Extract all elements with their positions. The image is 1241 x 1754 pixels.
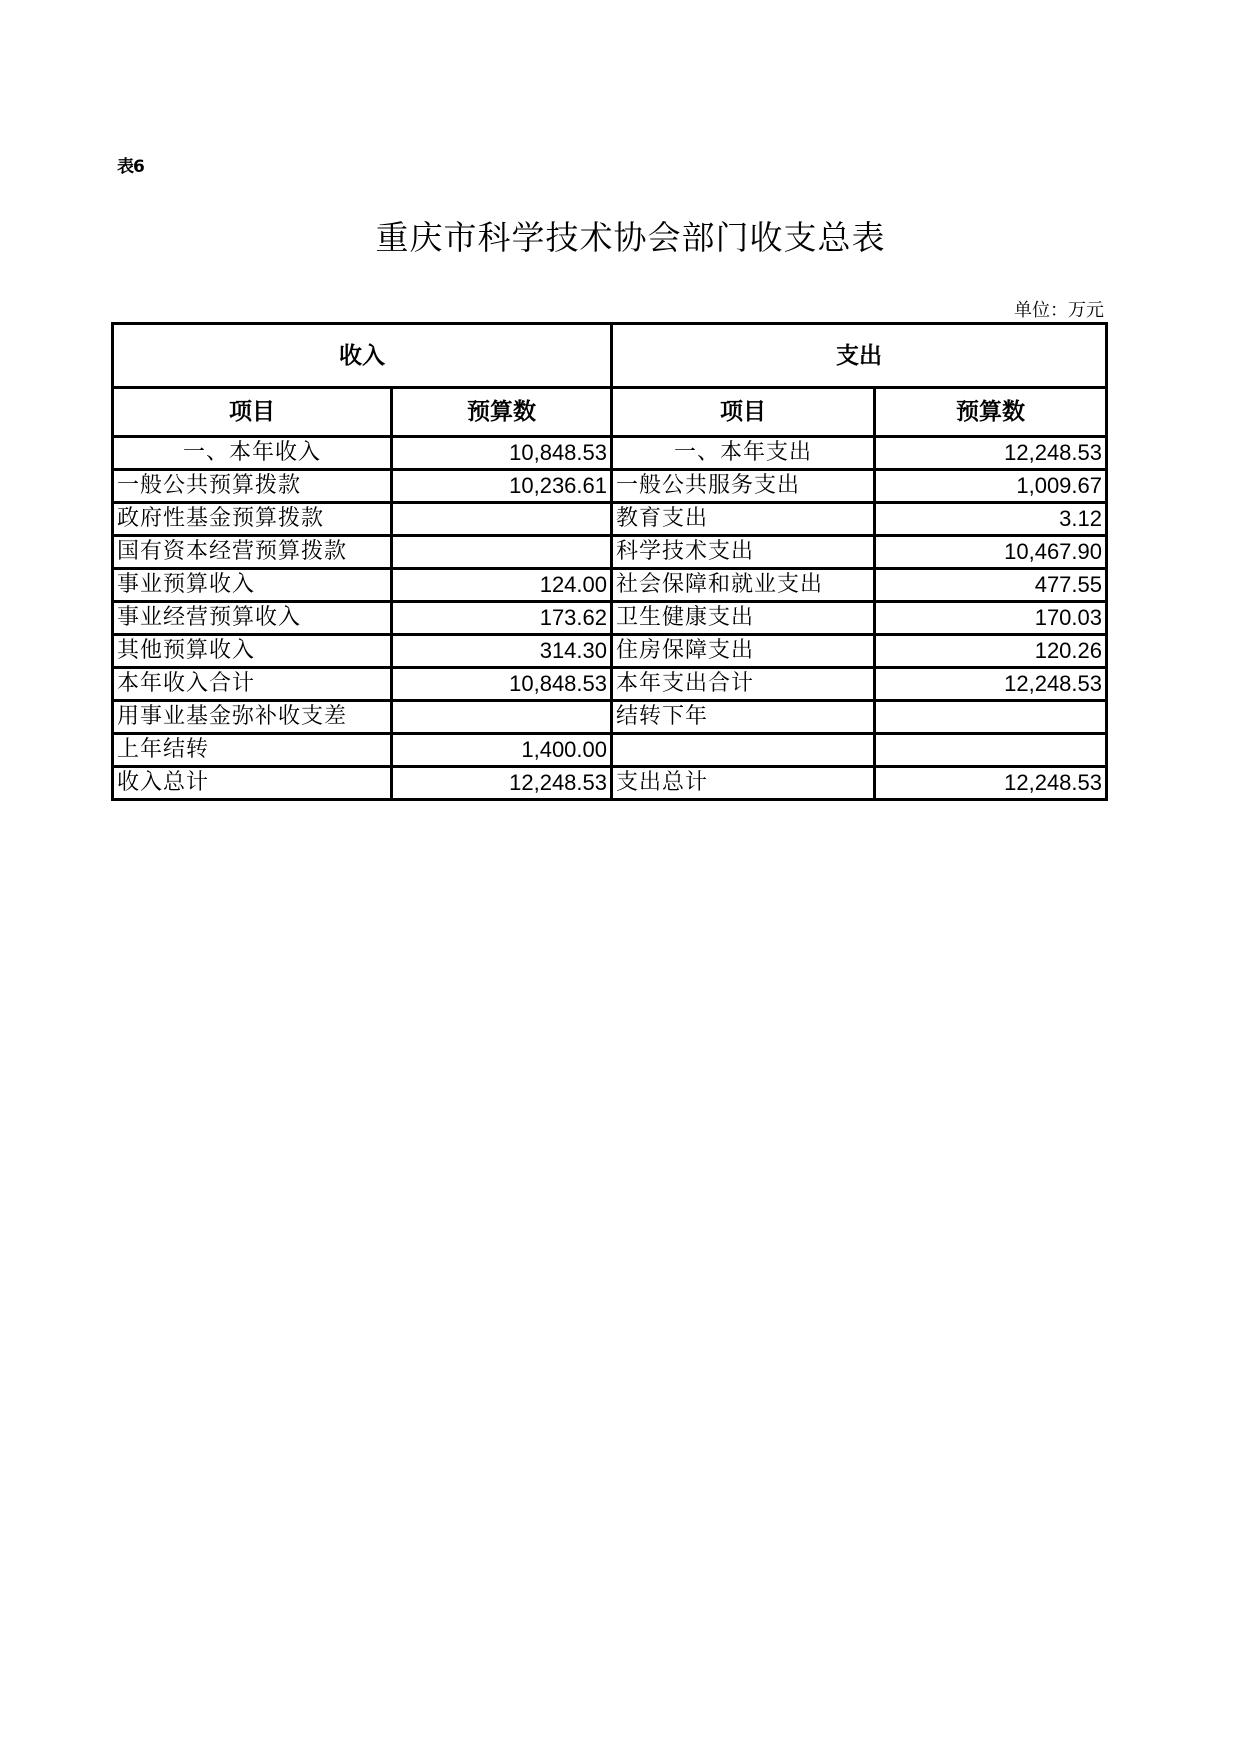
table-row — [113, 668, 1107, 701]
income-item-cell: 事业预算收入 — [113, 569, 392, 602]
expense-amount-cell: 12,248.53 — [875, 437, 1107, 470]
expense-item-cell: 社会保障和就业支出 — [612, 569, 875, 602]
income-amount-cell — [392, 701, 612, 734]
expense-item-cell: 一般公共服务支出 — [612, 470, 875, 503]
income-item-cell: 一、本年收入 — [113, 437, 392, 470]
expense-item-cell: 支出总计 — [612, 767, 875, 800]
expense-amount-cell — [875, 734, 1107, 767]
expense-item-header: 项目 — [612, 388, 875, 437]
column-header-row — [113, 388, 1107, 437]
income-item-cell: 本年收入合计 — [113, 668, 392, 701]
expense-amount-cell — [875, 701, 1107, 734]
expense-item-cell: 结转下年 — [612, 701, 875, 734]
income-amount-cell — [392, 503, 612, 536]
income-amount-cell: 10,848.53 — [392, 437, 612, 470]
table-row — [113, 569, 1107, 602]
expense-amount-header: 预算数 — [875, 388, 1107, 437]
table-row — [113, 701, 1107, 734]
income-item-cell: 上年结转 — [113, 734, 392, 767]
income-amount-cell: 12,248.53 — [392, 767, 612, 800]
section-header-row — [113, 324, 1107, 388]
expense-item-cell: 卫生健康支出 — [612, 602, 875, 635]
expense-amount-cell: 1,009.67 — [875, 470, 1107, 503]
income-amount-cell: 1,400.00 — [392, 734, 612, 767]
expense-amount-cell: 170.03 — [875, 602, 1107, 635]
table-number-label: 表6 — [117, 157, 144, 177]
table-row — [113, 734, 1107, 767]
expense-item-cell: 教育支出 — [612, 503, 875, 536]
income-item-header: 项目 — [113, 388, 392, 437]
expense-amount-cell: 3.12 — [875, 503, 1107, 536]
income-amount-cell: 173.62 — [392, 602, 612, 635]
income-item-cell: 政府性基金预算拨款 — [113, 503, 392, 536]
income-amount-header: 预算数 — [392, 388, 612, 437]
income-item-cell: 国有资本经营预算拨款 — [113, 536, 392, 569]
income-expense-table — [111, 322, 1108, 801]
table-row — [113, 503, 1107, 536]
income-item-cell: 事业经营预算收入 — [113, 602, 392, 635]
income-amount-cell: 10,848.53 — [392, 668, 612, 701]
page-title: 重庆市科学技术协会部门收支总表 — [375, 218, 886, 257]
expense-amount-cell: 477.55 — [875, 569, 1107, 602]
income-item-cell: 收入总计 — [113, 767, 392, 800]
expense-item-cell — [612, 734, 875, 767]
expense-item-cell: 住房保障支出 — [612, 635, 875, 668]
expense-amount-cell: 10,467.90 — [875, 536, 1107, 569]
income-item-cell: 其他预算收入 — [113, 635, 392, 668]
table-row — [113, 536, 1107, 569]
income-amount-cell — [392, 536, 612, 569]
expense-amount-cell: 120.26 — [875, 635, 1107, 668]
income-amount-cell: 10,236.61 — [392, 470, 612, 503]
expense-amount-cell: 12,248.53 — [875, 767, 1107, 800]
table-row — [113, 470, 1107, 503]
table-row — [113, 437, 1107, 470]
income-amount-cell: 314.30 — [392, 635, 612, 668]
expense-section-header: 支出 — [612, 324, 1107, 388]
income-amount-cell: 124.00 — [392, 569, 612, 602]
expense-item-cell: 一、本年支出 — [612, 437, 875, 470]
income-item-cell: 用事业基金弥补收支差 — [113, 701, 392, 734]
expense-item-cell: 本年支出合计 — [612, 668, 875, 701]
table-row — [113, 602, 1107, 635]
table-row — [113, 635, 1107, 668]
income-item-cell: 一般公共预算拨款 — [113, 470, 392, 503]
unit-label: 单位：万元 — [1014, 300, 1104, 321]
expense-item-cell: 科学技术支出 — [612, 536, 875, 569]
table-row — [113, 767, 1107, 800]
income-section-header: 收入 — [113, 324, 612, 388]
expense-amount-cell: 12,248.53 — [875, 668, 1107, 701]
